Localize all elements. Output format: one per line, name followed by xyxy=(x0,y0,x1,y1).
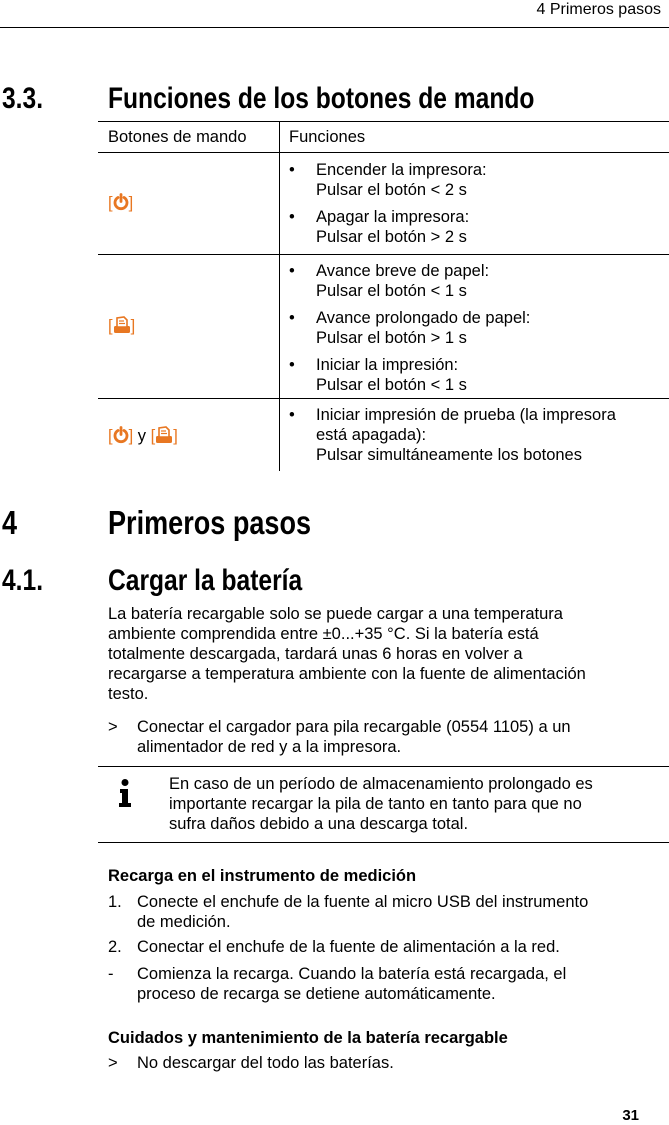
subsection-title: Recarga en el instrumento de medición xyxy=(108,867,417,885)
list-item: • Iniciar impresión de prueba (la impresora está apagada): Pulsar simultáneamente los botones xyxy=(289,406,616,464)
section-title: Cargar la batería xyxy=(108,564,303,597)
table-row-rule xyxy=(98,254,669,255)
power-icon xyxy=(113,193,129,211)
header-rule xyxy=(0,27,669,28)
list-item: 1. Conecte el enchufe de la fuente al micro USB del instrumento de medición. xyxy=(108,893,589,931)
table-row-rule xyxy=(98,398,669,399)
paper-feed-icon xyxy=(113,316,131,334)
list-item: > No descargar del todo las baterías. xyxy=(108,1054,394,1072)
list-item: • Avance breve de papel: Pulsar el botón < 1 s xyxy=(289,262,490,300)
both-buttons-ref: [ ] y [ ] xyxy=(108,427,178,445)
power-button-ref: [ ] xyxy=(108,194,134,212)
running-header: 4 Primeros pasos xyxy=(536,1,661,18)
table-header-functions: Funciones xyxy=(289,128,366,146)
subsection-title: Cuidados y mantenimiento de la batería recargable xyxy=(108,1029,508,1047)
list-item: • Iniciar la impresión: Pulsar el botón < 1 s xyxy=(289,356,467,394)
table-column-rule xyxy=(279,122,280,471)
info-icon xyxy=(112,778,138,808)
paper-feed-icon xyxy=(155,426,173,444)
row1-functions xyxy=(289,160,659,247)
row3-functions xyxy=(289,405,664,465)
table-header-rule xyxy=(98,152,669,153)
feed-button-ref: [ ] xyxy=(108,317,136,335)
chapter-number: 4 xyxy=(2,504,18,541)
list-item: 2. Conectar el enchufe de la fuente de alimentación a la red. xyxy=(108,938,560,956)
section-number: 4.1. xyxy=(2,564,44,597)
table-top-rule xyxy=(98,121,669,122)
instruction-step: > Conectar el cargador para pila recargable (0554 1105) a un alimentador de red y a la impresora. xyxy=(108,718,571,756)
page-number: 31 xyxy=(622,1107,639,1124)
table-header-buttons: Botones de mando xyxy=(108,128,247,146)
power-icon xyxy=(113,426,129,444)
list-item: - Comienza la recarga. Cuando la batería está recargada, el proceso de recarga se detiene automáticamente. xyxy=(108,965,567,1003)
note-top-rule xyxy=(98,766,669,767)
row2-functions xyxy=(289,261,659,395)
section-number: 3.3. xyxy=(2,82,44,115)
list-item: • Avance prolongado de papel: Pulsar el botón > 1 s xyxy=(289,309,531,347)
intro-paragraph: La batería recargable solo se puede cargar a una temperatura ambiente comprendida entre ±0...+35 °C. Si la batería está totalmente descargada, tardará unas 6 horas en volver a recargarse a temperatura ambiente con la fuente de alimentación testo. xyxy=(108,605,586,703)
note-bottom-rule xyxy=(98,842,669,843)
list-item: • Apagar la impresora: Pulsar el botón > 2 s xyxy=(289,208,470,246)
chapter-title: Primeros pasos xyxy=(108,504,312,541)
note-text: En caso de un período de almacenamiento prolongado es importante recargar la pila de tanto en tanto para que no sufra daños debido a una descarga total. xyxy=(169,775,593,833)
list-item: • Encender la impresora: Pulsar el botón < 2 s xyxy=(289,161,487,199)
section-title: Funciones de los botones de mando xyxy=(108,82,535,115)
